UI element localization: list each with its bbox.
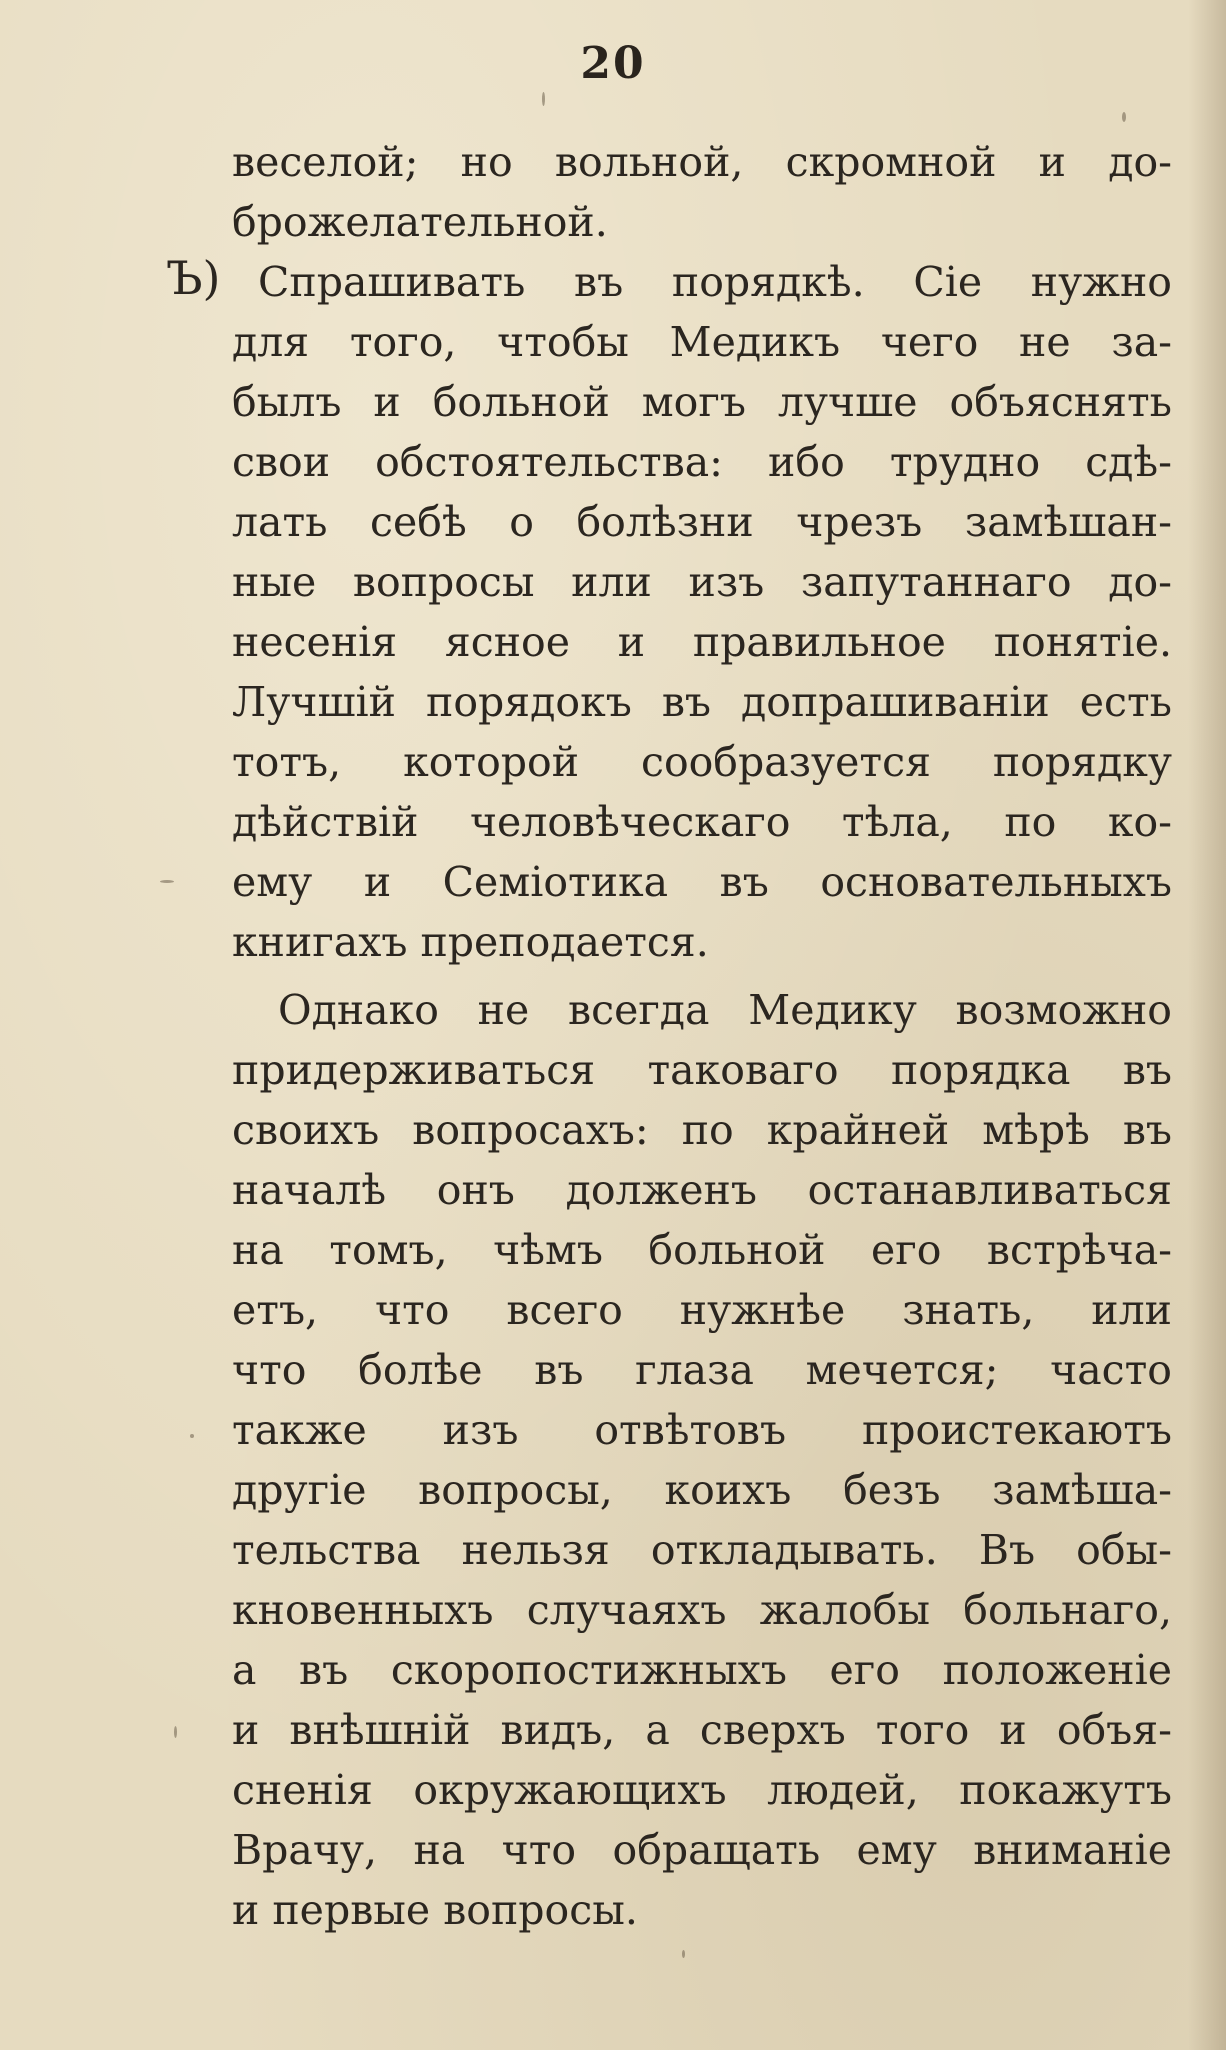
paper-speck — [190, 1434, 194, 1438]
text-line-12: дѣйствій человѣческаго тѣла, по ко- — [232, 798, 1172, 846]
page-edge-shadow — [1188, 0, 1226, 2050]
text-line-30: и первые вопросы. — [232, 1886, 638, 1934]
text-line-6: свои обстоятельства: ибо трудно сдѣ- — [232, 438, 1172, 486]
text-line-28: сненія окружающихъ людей, покажутъ — [232, 1766, 1172, 1814]
text-line-3: Спрашивать въ порядкѣ. Сіе нужно — [258, 258, 1172, 306]
text-line-27: и внѣшній видъ, а сверхъ того и объя- — [232, 1706, 1172, 1754]
text-line-24: тельства нельзя откладывать. Въ обы- — [232, 1526, 1172, 1574]
paper-speck — [542, 92, 545, 106]
text-line-9: несенія ясное и правильное понятіе. — [232, 618, 1172, 666]
text-line-8: ные вопросы или изъ запутаннаго до- — [232, 558, 1172, 606]
text-line-23: другіе вопросы, коихъ безъ замѣша- — [232, 1466, 1172, 1514]
text-line-22: также изъ отвѣтовъ проистекаютъ — [232, 1406, 1172, 1454]
text-line-10: Лучшій порядокъ въ допрашиваніи есть — [232, 678, 1172, 726]
text-line-13: ему и Семіотика въ основательныхъ — [232, 858, 1172, 906]
paper-speck — [160, 880, 174, 883]
text-line-21: что болѣе въ глаза мечется; часто — [232, 1346, 1172, 1394]
paper-speck — [1122, 112, 1126, 122]
text-line-16: придерживаться таковаго порядка въ — [232, 1046, 1172, 1094]
text-line-7: лать себѣ о болѣзни чрезъ замѣшан- — [232, 498, 1172, 546]
text-line-19: на томъ, чѣмъ больной его встрѣча- — [232, 1226, 1172, 1274]
page-number: 20 — [580, 38, 646, 89]
text-line-4: для того, чтобы Медикъ чего не за- — [232, 318, 1172, 366]
list-marker: Ъ) — [166, 251, 221, 305]
paper-speck — [682, 1950, 685, 1958]
paper-speck — [174, 1726, 177, 1738]
text-line-1: веселой; но вольной, скромной и до- — [232, 138, 1172, 186]
text-line-20: етъ, что всего нужнѣе знать, или — [232, 1286, 1172, 1334]
text-line-17: своихъ вопросахъ: по крайней мѣрѣ въ — [232, 1106, 1172, 1154]
text-line-25: кновенныхъ случаяхъ жалобы больнаго, — [232, 1586, 1172, 1634]
text-line-11: тотъ, которой сообразуется порядку — [232, 738, 1172, 786]
text-line-14: книгахъ преподается. — [232, 918, 709, 966]
text-line-15: Однако не всегда Медику возможно — [278, 986, 1172, 1034]
text-line-2: брожелательной. — [232, 198, 608, 246]
text-line-29: Врачу, на что обращать ему вниманіе — [232, 1826, 1172, 1874]
text-line-26: а въ скоропостижныхъ его положеніе — [232, 1646, 1172, 1694]
text-line-18: началѣ онъ долженъ останавливаться — [232, 1166, 1172, 1214]
text-line-5: былъ и больной могъ лучше объяснять — [232, 378, 1172, 426]
